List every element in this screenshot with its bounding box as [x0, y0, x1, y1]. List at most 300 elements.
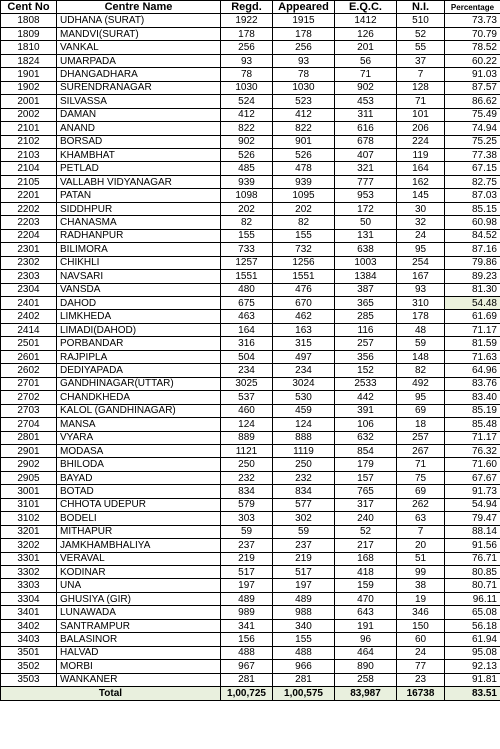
cell-appeared: 476 — [273, 283, 335, 296]
cell-ni: 69 — [397, 485, 445, 498]
cell-centre-name: KALOL (GANDHINAGAR) — [57, 404, 221, 417]
cell-appeared: 197 — [273, 579, 335, 592]
cell-appeared: 1119 — [273, 444, 335, 457]
cell-eqc: 285 — [335, 310, 397, 323]
cell-eqc: 442 — [335, 391, 397, 404]
cell-cent-no: 3102 — [1, 512, 57, 525]
cell-ni: 93 — [397, 283, 445, 296]
cell-regd: 488 — [221, 646, 273, 659]
cell-ni: 60 — [397, 633, 445, 646]
cell-regd: 480 — [221, 283, 273, 296]
cell-regd: 460 — [221, 404, 273, 417]
cell-percentage: 87.57 — [445, 81, 500, 94]
cell-cent-no: 3502 — [1, 660, 57, 673]
cell-centre-name: DHANGADHARA — [57, 68, 221, 81]
cell-centre-name: BHILODA — [57, 458, 221, 471]
header-row — [1, 1, 500, 14]
cell-cent-no: 2902 — [1, 458, 57, 471]
cell-regd: 1257 — [221, 256, 273, 269]
cell-appeared: 988 — [273, 606, 335, 619]
cell-regd: 822 — [221, 122, 273, 135]
cell-centre-name: VERAVAL — [57, 552, 221, 565]
col-header-cent-no: Cent No — [1, 1, 57, 14]
cell-regd: 281 — [221, 673, 273, 686]
cell-centre-name: MORBI — [57, 660, 221, 673]
table-row — [1, 418, 500, 431]
table-row — [1, 539, 500, 552]
cell-ni: 20 — [397, 539, 445, 552]
cell-appeared: 888 — [273, 431, 335, 444]
table-row — [1, 95, 500, 108]
cell-eqc: 159 — [335, 579, 397, 592]
cell-centre-name: ANAND — [57, 122, 221, 135]
cell-centre-name: BAYAD — [57, 471, 221, 484]
cell-ni: 59 — [397, 337, 445, 350]
cell-regd: 1121 — [221, 444, 273, 457]
cell-eqc: 257 — [335, 337, 397, 350]
cell-regd: 303 — [221, 512, 273, 525]
col-header-ni: N.I. — [397, 1, 445, 14]
cell-percentage: 91.03 — [445, 68, 500, 81]
cell-appeared: 250 — [273, 458, 335, 471]
cell-appeared: 340 — [273, 619, 335, 632]
cell-ni: 32 — [397, 216, 445, 229]
cell-percentage: 91.73 — [445, 485, 500, 498]
cell-regd: 3025 — [221, 377, 273, 390]
cell-percentage: 84.52 — [445, 229, 500, 242]
cell-centre-name: DAMAN — [57, 108, 221, 121]
cell-cent-no: 2905 — [1, 471, 57, 484]
cell-regd: 989 — [221, 606, 273, 619]
table-row — [1, 431, 500, 444]
cell-ni: 262 — [397, 498, 445, 511]
cell-regd: 124 — [221, 418, 273, 431]
table-row — [1, 283, 500, 296]
cell-eqc: 854 — [335, 444, 397, 457]
cell-appeared: 163 — [273, 323, 335, 336]
cell-centre-name: PETLAD — [57, 162, 221, 175]
table-row — [1, 148, 500, 161]
cell-centre-name: KODINAR — [57, 566, 221, 579]
cell-appeared: 124 — [273, 418, 335, 431]
cell-appeared: 1095 — [273, 189, 335, 202]
cell-regd: 1922 — [221, 14, 273, 27]
cell-percentage: 80.85 — [445, 566, 500, 579]
cell-percentage: 92.13 — [445, 660, 500, 673]
cell-percentage: 87.03 — [445, 189, 500, 202]
cell-eqc: 157 — [335, 471, 397, 484]
cell-percentage: 78.52 — [445, 41, 500, 54]
cell-eqc: 240 — [335, 512, 397, 525]
cell-percentage: 75.49 — [445, 108, 500, 121]
cell-centre-name: RADHANPUR — [57, 229, 221, 242]
cell-centre-name: PORBANDAR — [57, 337, 221, 350]
cell-eqc: 71 — [335, 68, 397, 81]
col-header-regd: Regd. — [221, 1, 273, 14]
cell-regd: 1098 — [221, 189, 273, 202]
cell-percentage: 79.47 — [445, 512, 500, 525]
table-row — [1, 391, 500, 404]
cell-cent-no: 2901 — [1, 444, 57, 457]
cell-percentage: 82.75 — [445, 175, 500, 188]
cell-regd: 675 — [221, 296, 273, 309]
cell-regd: 1551 — [221, 270, 273, 283]
cell-eqc: 418 — [335, 566, 397, 579]
cell-ni: 99 — [397, 566, 445, 579]
cell-percentage: 76.71 — [445, 552, 500, 565]
cell-eqc: 2533 — [335, 377, 397, 390]
cell-centre-name: VANKAL — [57, 41, 221, 54]
cell-appeared: 526 — [273, 148, 335, 161]
cell-centre-name: KHAMBHAT — [57, 148, 221, 161]
cell-centre-name: MANDVI(SURAT) — [57, 27, 221, 40]
cell-centre-name: CHANDKHEDA — [57, 391, 221, 404]
table-row — [1, 633, 500, 646]
cell-centre-name: UMARPADA — [57, 54, 221, 67]
cell-cent-no: 2602 — [1, 364, 57, 377]
cell-regd: 517 — [221, 566, 273, 579]
cell-regd: 164 — [221, 323, 273, 336]
cell-eqc: 632 — [335, 431, 397, 444]
cell-percentage: 83.76 — [445, 377, 500, 390]
cell-cent-no: 3403 — [1, 633, 57, 646]
cell-eqc: 365 — [335, 296, 397, 309]
cell-eqc: 643 — [335, 606, 397, 619]
cell-percentage: 85.48 — [445, 418, 500, 431]
cell-eqc: 1412 — [335, 14, 397, 27]
cell-ni: 254 — [397, 256, 445, 269]
cell-cent-no: 3304 — [1, 592, 57, 605]
cell-percentage: 70.79 — [445, 27, 500, 40]
cell-regd: 219 — [221, 552, 273, 565]
cell-eqc: 152 — [335, 364, 397, 377]
cell-regd: 232 — [221, 471, 273, 484]
table-row — [1, 202, 500, 215]
cell-cent-no: 3503 — [1, 673, 57, 686]
table-row — [1, 54, 500, 67]
cell-ni: 77 — [397, 660, 445, 673]
cell-eqc: 96 — [335, 633, 397, 646]
cell-appeared: 732 — [273, 243, 335, 256]
cell-eqc: 131 — [335, 229, 397, 242]
table-row — [1, 660, 500, 673]
cell-cent-no: 3301 — [1, 552, 57, 565]
cell-appeared: 155 — [273, 229, 335, 242]
cell-percentage: 96.11 — [445, 592, 500, 605]
cell-appeared: 488 — [273, 646, 335, 659]
table-row — [1, 135, 500, 148]
cell-ni: 24 — [397, 229, 445, 242]
cell-appeared: 1030 — [273, 81, 335, 94]
cell-cent-no: 3402 — [1, 619, 57, 632]
cell-eqc: 616 — [335, 122, 397, 135]
cell-appeared: 462 — [273, 310, 335, 323]
cell-regd: 504 — [221, 350, 273, 363]
table-row — [1, 364, 500, 377]
cell-ni: 178 — [397, 310, 445, 323]
cell-ni: 510 — [397, 14, 445, 27]
cell-centre-name: WANKANER — [57, 673, 221, 686]
table-row — [1, 525, 500, 538]
col-header-eqc: E.Q.C. — [335, 1, 397, 14]
cell-ni: 267 — [397, 444, 445, 457]
cell-cent-no: 3101 — [1, 498, 57, 511]
cell-appeared: 966 — [273, 660, 335, 673]
cell-appeared: 256 — [273, 41, 335, 54]
cell-eqc: 391 — [335, 404, 397, 417]
cell-eqc: 168 — [335, 552, 397, 565]
cell-eqc: 172 — [335, 202, 397, 215]
cell-centre-name: HALVAD — [57, 646, 221, 659]
cell-appeared: 530 — [273, 391, 335, 404]
cell-percentage: 71.17 — [445, 431, 500, 444]
cell-percentage: 71.63 — [445, 350, 500, 363]
cell-centre-name: CHHOTA UDEPUR — [57, 498, 221, 511]
cell-ni: 71 — [397, 458, 445, 471]
table-row — [1, 175, 500, 188]
cell-regd: 197 — [221, 579, 273, 592]
table-row — [1, 216, 500, 229]
cell-centre-name: NAVSARI — [57, 270, 221, 283]
cell-centre-name: LIMADI(DAHOD) — [57, 323, 221, 336]
cell-appeared: 670 — [273, 296, 335, 309]
cell-cent-no: 1809 — [1, 27, 57, 40]
cell-ni: 18 — [397, 418, 445, 431]
cell-percentage: 91.56 — [445, 539, 500, 552]
cell-eqc: 106 — [335, 418, 397, 431]
cell-appeared: 523 — [273, 95, 335, 108]
cell-cent-no: 3201 — [1, 525, 57, 538]
cell-percentage: 81.30 — [445, 283, 500, 296]
cell-ni: 167 — [397, 270, 445, 283]
cell-eqc: 321 — [335, 162, 397, 175]
cell-centre-name: GHUSIYA (GIR) — [57, 592, 221, 605]
table-row — [1, 458, 500, 471]
cell-eqc: 179 — [335, 458, 397, 471]
cell-regd: 939 — [221, 175, 273, 188]
table-header — [1, 1, 500, 14]
cell-ni: 346 — [397, 606, 445, 619]
cell-percentage: 60.98 — [445, 216, 500, 229]
cell-centre-name: BALASINOR — [57, 633, 221, 646]
cell-eqc: 258 — [335, 673, 397, 686]
cell-ni: 145 — [397, 189, 445, 202]
cell-ni: 69 — [397, 404, 445, 417]
cell-regd: 341 — [221, 619, 273, 632]
cell-centre-name: JAMKHAMBHALIYA — [57, 539, 221, 552]
cell-regd: 78 — [221, 68, 273, 81]
cell-appeared: 219 — [273, 552, 335, 565]
cell-cent-no: 2702 — [1, 391, 57, 404]
cell-regd: 526 — [221, 148, 273, 161]
cell-eqc: 464 — [335, 646, 397, 659]
table-row — [1, 673, 500, 686]
cell-ni: 310 — [397, 296, 445, 309]
table-row — [1, 337, 500, 350]
cell-regd: 178 — [221, 27, 273, 40]
cell-appeared: 302 — [273, 512, 335, 525]
cell-ni: 23 — [397, 673, 445, 686]
cell-appeared: 489 — [273, 592, 335, 605]
cell-cent-no: 3303 — [1, 579, 57, 592]
cell-cent-no: 2102 — [1, 135, 57, 148]
cell-cent-no: 3401 — [1, 606, 57, 619]
cell-regd: 834 — [221, 485, 273, 498]
cell-cent-no: 2601 — [1, 350, 57, 363]
cell-eqc: 217 — [335, 539, 397, 552]
total-eqc: 83,987 — [335, 687, 397, 700]
total-label: Total — [1, 687, 221, 700]
col-header-centre-name: Centre Name — [57, 1, 221, 14]
table-row — [1, 296, 500, 309]
cell-cent-no: 2301 — [1, 243, 57, 256]
cell-eqc: 1384 — [335, 270, 397, 283]
cell-cent-no: 2203 — [1, 216, 57, 229]
cell-appeared: 315 — [273, 337, 335, 350]
cell-cent-no: 2304 — [1, 283, 57, 296]
total-regd: 1,00,725 — [221, 687, 273, 700]
cell-cent-no: 2401 — [1, 296, 57, 309]
cell-centre-name: GANDHINAGAR(UTTAR) — [57, 377, 221, 390]
cell-centre-name: SILVASSA — [57, 95, 221, 108]
cell-regd: 537 — [221, 391, 273, 404]
table-row — [1, 592, 500, 605]
table-row — [1, 189, 500, 202]
cell-regd: 155 — [221, 229, 273, 242]
cell-regd: 485 — [221, 162, 273, 175]
cell-centre-name: BORSAD — [57, 135, 221, 148]
table-row — [1, 619, 500, 632]
cell-ni: 7 — [397, 68, 445, 81]
cell-ni: 52 — [397, 27, 445, 40]
cell-ni: 55 — [397, 41, 445, 54]
cell-appeared: 178 — [273, 27, 335, 40]
cell-appeared: 82 — [273, 216, 335, 229]
cell-cent-no: 2202 — [1, 202, 57, 215]
cell-ni: 101 — [397, 108, 445, 121]
cell-eqc: 470 — [335, 592, 397, 605]
cell-regd: 889 — [221, 431, 273, 444]
cell-regd: 902 — [221, 135, 273, 148]
cell-percentage: 83.40 — [445, 391, 500, 404]
cell-cent-no: 2105 — [1, 175, 57, 188]
cell-eqc: 953 — [335, 189, 397, 202]
table-row — [1, 485, 500, 498]
cell-cent-no: 3302 — [1, 566, 57, 579]
cell-percentage: 65.08 — [445, 606, 500, 619]
cell-percentage: 95.08 — [445, 646, 500, 659]
table-row — [1, 646, 500, 659]
cell-centre-name: PATAN — [57, 189, 221, 202]
table-row — [1, 323, 500, 336]
cell-cent-no: 2303 — [1, 270, 57, 283]
cell-ni: 95 — [397, 243, 445, 256]
cell-cent-no: 2104 — [1, 162, 57, 175]
cell-eqc: 126 — [335, 27, 397, 40]
cell-appeared: 517 — [273, 566, 335, 579]
cell-cent-no: 1901 — [1, 68, 57, 81]
cell-centre-name: SIDDHPUR — [57, 202, 221, 215]
cell-eqc: 191 — [335, 619, 397, 632]
cell-cent-no: 2302 — [1, 256, 57, 269]
cell-ni: 48 — [397, 323, 445, 336]
cell-cent-no: 2801 — [1, 431, 57, 444]
cell-eqc: 201 — [335, 41, 397, 54]
cell-ni: 95 — [397, 391, 445, 404]
table-row — [1, 579, 500, 592]
cell-eqc: 356 — [335, 350, 397, 363]
cell-regd: 463 — [221, 310, 273, 323]
col-header-percentage: Percentage — [445, 1, 500, 14]
table-row — [1, 512, 500, 525]
cell-percentage: 81.59 — [445, 337, 500, 350]
cell-regd: 250 — [221, 458, 273, 471]
cell-regd: 579 — [221, 498, 273, 511]
table-row — [1, 404, 500, 417]
cell-centre-name: LIMKHEDA — [57, 310, 221, 323]
cell-ni: 206 — [397, 122, 445, 135]
cell-percentage: 61.69 — [445, 310, 500, 323]
cell-eqc: 678 — [335, 135, 397, 148]
cell-regd: 156 — [221, 633, 273, 646]
table-row — [1, 81, 500, 94]
cell-centre-name: VANSDA — [57, 283, 221, 296]
cell-cent-no: 2204 — [1, 229, 57, 242]
cell-regd: 967 — [221, 660, 273, 673]
cell-regd: 93 — [221, 54, 273, 67]
total-row — [1, 687, 500, 700]
cell-regd: 733 — [221, 243, 273, 256]
cell-appeared: 577 — [273, 498, 335, 511]
cell-percentage: 56.18 — [445, 619, 500, 632]
cell-percentage: 87.16 — [445, 243, 500, 256]
cell-regd: 412 — [221, 108, 273, 121]
cell-cent-no: 1808 — [1, 14, 57, 27]
cell-regd: 59 — [221, 525, 273, 538]
cell-appeared: 202 — [273, 202, 335, 215]
cell-percentage: 77.38 — [445, 148, 500, 161]
cell-cent-no: 2001 — [1, 95, 57, 108]
cell-percentage: 79.86 — [445, 256, 500, 269]
cell-appeared: 3024 — [273, 377, 335, 390]
cell-appeared: 901 — [273, 135, 335, 148]
cell-appeared: 281 — [273, 673, 335, 686]
table-row — [1, 606, 500, 619]
cell-percentage: 71.17 — [445, 323, 500, 336]
cell-percentage: 60.22 — [445, 54, 500, 67]
table-row — [1, 108, 500, 121]
col-header-appeared: Appeared — [273, 1, 335, 14]
cell-eqc: 56 — [335, 54, 397, 67]
cell-centre-name: MANSA — [57, 418, 221, 431]
cell-cent-no: 2002 — [1, 108, 57, 121]
cell-cent-no: 2402 — [1, 310, 57, 323]
cell-percentage: 89.23 — [445, 270, 500, 283]
cell-centre-name: BOTAD — [57, 485, 221, 498]
total-ni: 16738 — [397, 687, 445, 700]
cell-centre-name: RAJPIPLA — [57, 350, 221, 363]
cell-cent-no: 2103 — [1, 148, 57, 161]
cell-regd: 316 — [221, 337, 273, 350]
cell-regd: 82 — [221, 216, 273, 229]
table-row — [1, 552, 500, 565]
total-percentage: 83.51 — [445, 687, 500, 700]
cell-centre-name: MITHAPUR — [57, 525, 221, 538]
cell-percentage: 71.60 — [445, 458, 500, 471]
cell-eqc: 638 — [335, 243, 397, 256]
table-row — [1, 256, 500, 269]
cell-cent-no: 2201 — [1, 189, 57, 202]
